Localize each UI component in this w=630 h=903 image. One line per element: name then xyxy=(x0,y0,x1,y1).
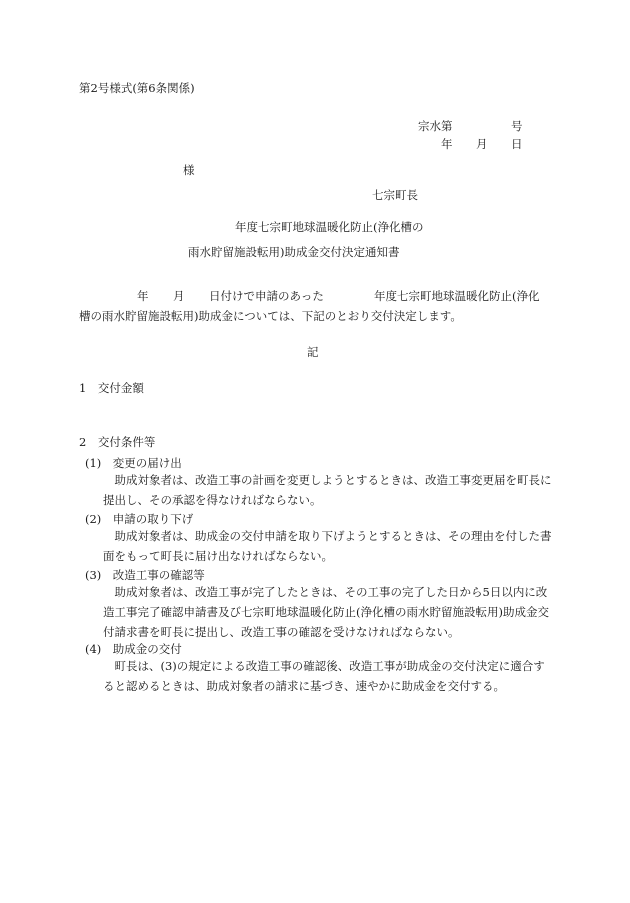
doc-number-suffix: 号 xyxy=(511,119,523,133)
item-3-text: 助成対象者は、改造工事が完了したときは、その工事の完了した日から5日以内に改造工事完了確認申請書及び七宗町地球温暖化防止(浄化槽の雨水貯留施設転用)助成金交付請求書を町長に提出し、改造工事の確認を受けなければならない。 xyxy=(103,585,549,639)
intro-text-line-2: 槽の雨水貯留施設転用)助成金については、下記のとおり交付決定します。 xyxy=(79,309,462,323)
date-day-label: 日 xyxy=(511,137,523,151)
section-2-heading: 2 交付条件等 xyxy=(79,435,156,449)
date-year-label: 年 xyxy=(441,137,453,151)
issuer-name: 七宗町長 xyxy=(372,188,418,202)
title-line-2: 雨水貯留施設転用)助成金交付決定通知書 xyxy=(188,245,400,259)
intro-year-label: 年 xyxy=(137,289,149,303)
intro-text-part-2: 年度七宗町地球温暖化防止(浄化 xyxy=(374,289,540,303)
item-3-label: (3) 改造工事の確認等 xyxy=(85,568,205,582)
title-line-1: 年度七宗町地球温暖化防止(浄化槽の xyxy=(235,220,424,234)
intro-text-part-1: 日付けで申請のあった xyxy=(209,289,324,303)
form-label: 第2号様式(第6条関係) xyxy=(79,81,195,95)
addressee-suffix: 様 xyxy=(183,163,195,177)
intro-month-label: 月 xyxy=(173,289,185,303)
item-1-text: 助成対象者は、改造工事の計画を変更しようとするときは、改造工事変更届を町長に提出し、その承認を得なければならない。 xyxy=(103,473,552,507)
date-month-label: 月 xyxy=(476,137,488,151)
section-1-heading: 1 交付金額 xyxy=(79,381,144,395)
item-1-label: (1) 変更の届け出 xyxy=(85,456,182,470)
doc-number-prefix: 宗水第 xyxy=(418,119,453,133)
ki-note-heading: 記 xyxy=(307,345,319,359)
item-4-label: (4) 助成金の交付 xyxy=(85,642,182,656)
item-4-text: 町長は、(3)の規定による改造工事の確認後、改造工事が助成金の交付決定に適合すると認めるときは、助成対象者の請求に基づき、速やかに助成金を交付する。 xyxy=(103,659,545,693)
item-2-label: (2) 申請の取り下げ xyxy=(85,512,194,526)
item-2-text: 助成対象者は、助成金の交付申請を取り下げようとするときは、その理由を付した書面をもって町長に届け出なければならない。 xyxy=(103,529,552,563)
